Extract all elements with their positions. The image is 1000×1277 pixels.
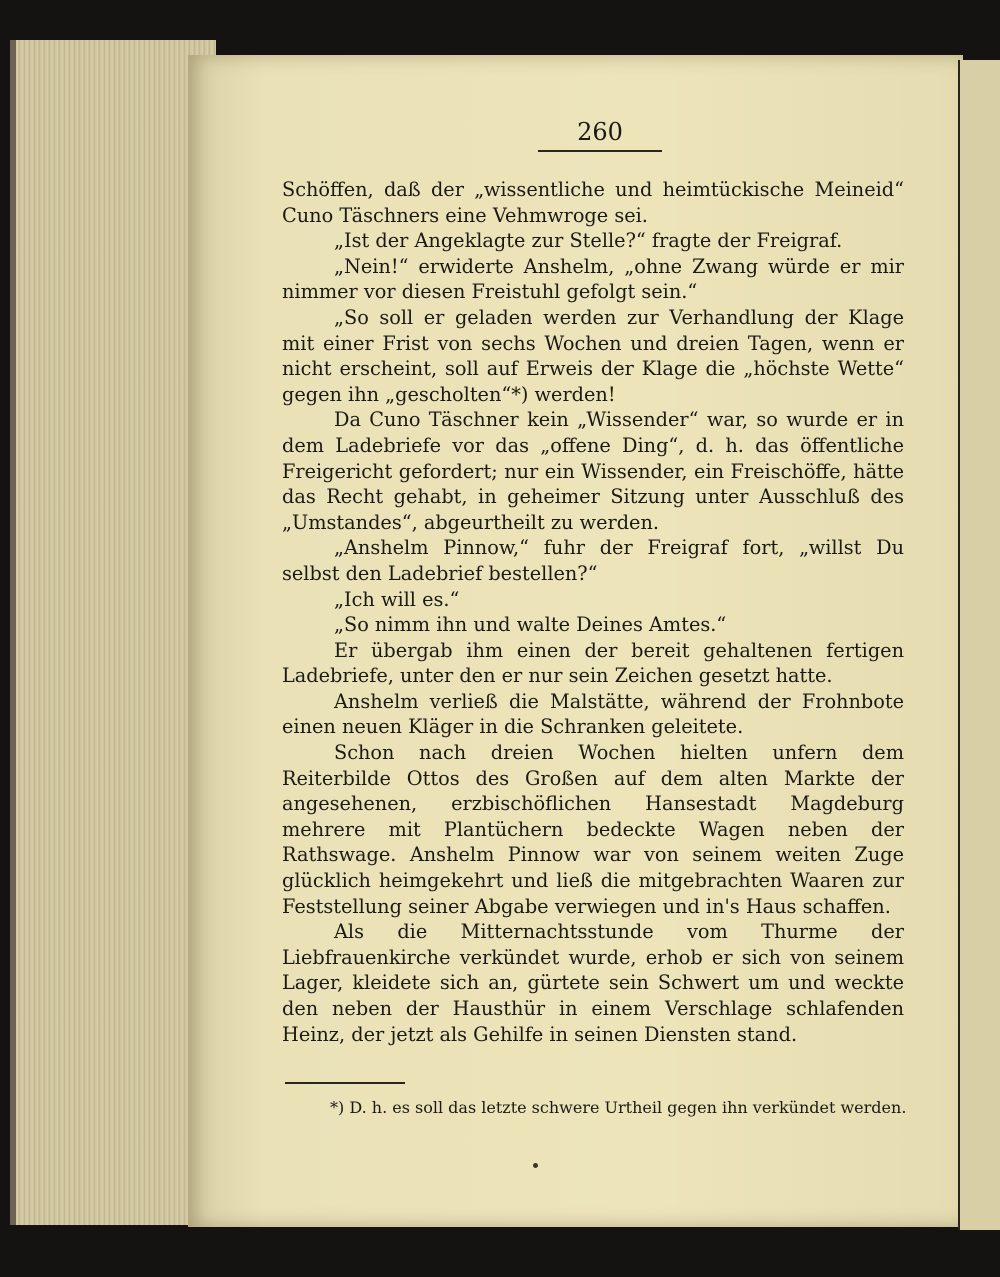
page-speck [533,1163,538,1168]
book-page-edges [10,40,216,1225]
paragraph: Schon nach dreien Wochen hielten unfern dem Reiterbilde Ottos des Großen auf dem alten Markte der angesehenen, erzbischöflichen Hansestadt Magdeburg mehrere mit Plantüchern bedeckte Wagen neben der Rathswage. Anshelm Pinnow war von seinem weiten Zuge glücklich heimgekehrt und ließ die mitgebrachten Waaren zur Feststellung seiner Abgabe verwiegen und in's Haus schaffen. [282,741,904,918]
paragraph: Schöffen, daß der „wissentliche und heimtückische Meineid“ Cuno Täschners eine Vehmwroge sei. [282,178,904,227]
paragraph: „Anshelm Pinnow,“ fuhr der Freigraf fort, „willst Du selbst den Ladebrief bestellen?“ [282,536,904,585]
paragraph: Er übergab ihm einen der bereit gehaltenen fertigen Ladebriefe, unter den er nur sein Zeichen gesetzt hatte. [282,638,904,688]
facing-page-edge [958,60,1000,1230]
page-number-rule [538,150,662,152]
page-number: 260 [577,118,623,146]
body-text [282,177,904,1047]
paragraph: „Ich will es.“ [334,587,460,611]
footnote: *) D. h. es soll das letzte schwere Urtheil gegen ihn verkündet werden. [330,1098,907,1117]
paragraph: Anshelm verließ die Malstätte, während der Frohnbote einen neuen Kläger in die Schranken geleitete. [282,689,904,739]
paragraph: „Ist der Angeklagte zur Stelle?“ fragte der Freigraf. [334,229,843,253]
paragraph: „Nein!“ erwiderte Anshelm, „ohne Zwang würde er mir nimmer vor diesen Freistuhl gefolgt sein.“ [282,254,904,304]
paragraph: Als die Mitternachtsstunde vom Thurme der Liebfrauenkirche verkündet wurde, erhob er sich von seinem Lager, kleidete sich an, gürtete sein Schwert um und weckte den neben der Hausthür in einem Verschlage schlafenden Heinz, der jetzt als Gehilfe in seinen Diensten stand. [282,920,904,1046]
paragraph: „So nimm ihn und walte Deines Amtes.“ [334,613,727,637]
footnote-rule [285,1082,405,1084]
paragraph: Da Cuno Täschner kein „Wissender“ war, so wurde er in dem Ladebriefe vor das „offene Ding“, d. h. das öffentliche Freigericht gefordert; nur ein Wissender, ein Freischöffe, hätte das Recht gehabt, in geheimer Sitzung unter Ausschluß des „Umstandes“, abgeurtheilt zu werden. [282,408,904,534]
paragraph: „So soll er geladen werden zur Verhandlung der Klage mit einer Frist von sechs Wochen und dreien Tagen, wenn er nicht erscheint, soll auf Erweis der Klage die „höchste Wette“ gegen ihn „gescholten“*) werden! [282,305,904,406]
